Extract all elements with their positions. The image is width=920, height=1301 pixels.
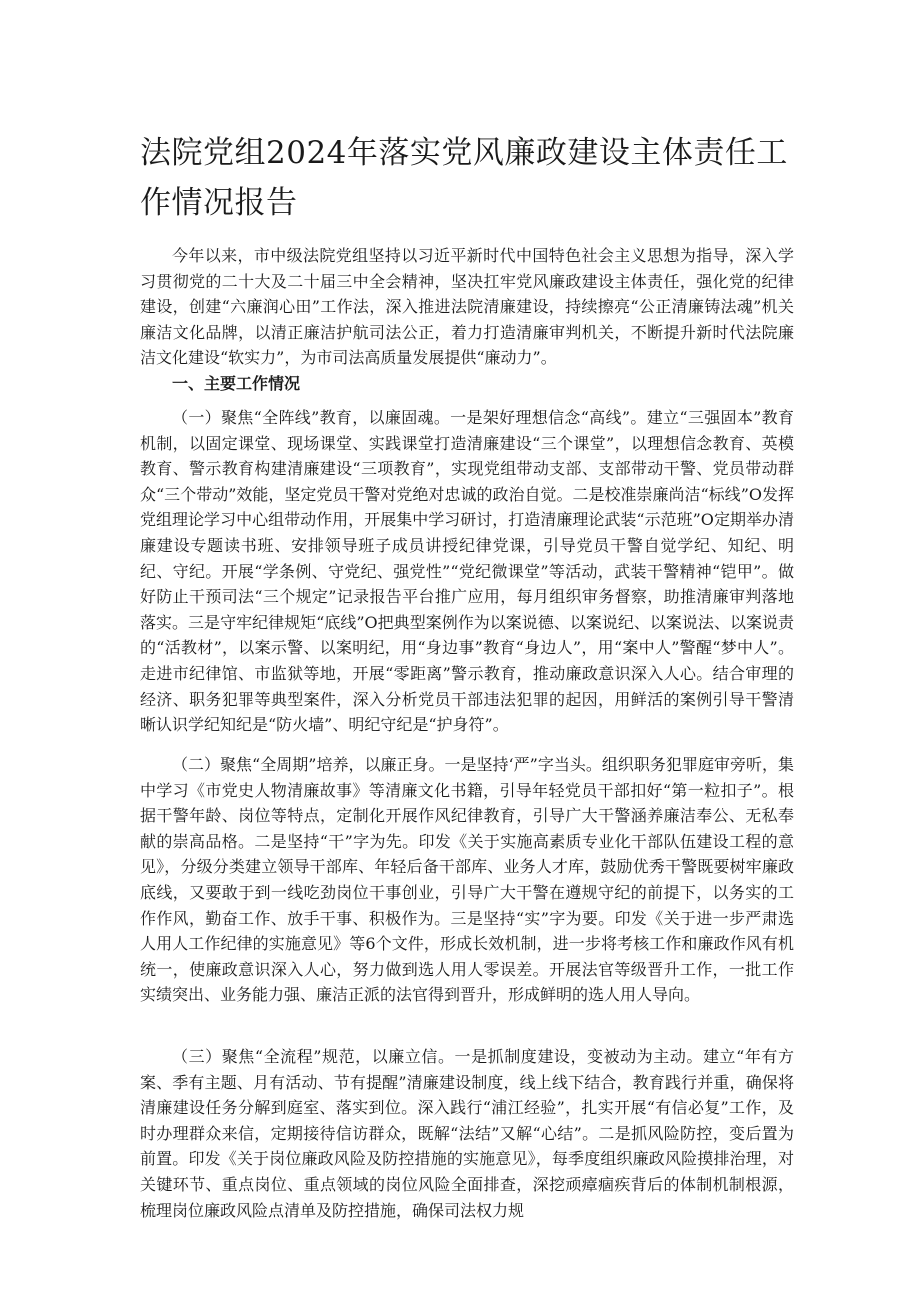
paragraph-section-2: （二）聚焦“全周期”培养，以廉正身。一是坚持‘严”字当头。组织职务犯罪庭审旁听，集中学习《市党史人物清廉故事》等清廉文化书籍，引导年轻党员干部扣好“第一粒扣子”。根据干警年龄、岗位等特点，定制化开展作风纪律教育，引导广大干警涵养廉洁奉公、无私奉献的崇高品格。二是坚持“干”字为先。印发《关于实施高素质专业化干部队伍建设工程的意见》，分级分类建立领导干部库、年轻后备干部库、业务人才库，鼓励优秀干警既要树牢廉政底线，又要敢于到一线吃劲岗位干事创业，引导广大干警在遵规守纪的前提下，以务实的工作作风，勤奋工作、放手干事、积极作为。三是坚持“实”字为要。印发《关于进一步严肃选人用人工作纪律的实施意见》等6个文件，形成长效机制，进一步将考核工作和廉政作风有机统一，使廉政意识深入人心，努力做到选人用人零误差。开展法官等级晋升工作，一批工作实绩突出、业务能力强、廉洁正派的法官得到晋升，形成鲜明的选人用人导向。 <box>140 755 794 1005</box>
document-title: 法院党组2024年落实党风廉政建设主体责任工作情况报告 <box>140 135 788 221</box>
section-heading: 一、主要工作情况 <box>172 374 301 393</box>
paragraph-section-1: （一）聚焦“全阵线”教育，以廉固魂。一是架好理想信念“高线”。建立“三强固本”教育机制，以固定课堂、现场课堂、实践课堂打造清廉建设“三个课堂”，以理想信念教育、英模教育、警示教育构建清廉建设“三项教育”，实现党组带动支部、支部带动干警、党员带动群众“三个带动”效能，坚定党员干警对党绝对忠诚的政治自觉。二是校准崇廉尚洁“标线”O发挥党组理论学习中心组带动作用，开展集中学习研讨，打造清廉理论武装“示范班”O定期举办清廉建设专题读书班、安排领导班子成员讲授纪律党课，引导党员干警自觉学纪、知纪、明纪、守纪。开展“学条例、守党纪、强党性”“党纪微课堂”等活动，武装干警精神“铠甲”。做好防止干预司法“三个规定”记录报告平台推广应用，每月组织审务督察，助推清廉审判落地落实。三是守牢纪律规矩“底线”O把典型案例作为以案说德、以案说纪、以案说法、以案说责的“活教材”，以案示警、以案明纪，用“身边事”教育“身边人”，用“案中人”警醒“梦中人”。走进市纪律馆、市监狱等地，开展“零距离”警示教育，推动廉政意识深入人心。结合审理的经济、职务犯罪等典型案件，深入分析党员干部违法犯罪的起因，用鲜活的案例引导干警清晰认识学纪知纪是“防火墙”、明纪守纪是“护身符”。 <box>140 408 794 735</box>
paragraph-section-3: （三）聚焦“全流程”规范，以廉立信。一是抓制度建设，变被动为主动。建立“年有方案、季有主题、月有活动、节有提醒”清廉建设制度，线上线下结合，教育践行并重，确保将清廉建设任务分解到庭室、落实到位。深入践行“浦江经验”，扎实开展“有信必复”工作，及时办理群众来信，定期接待信访群众，既解“法结”又解“心结”。二是抓风险防控，变后置为前置。印发《关于岗位廉政风险及防控措施的实施意见》，每季度组织廉政风险摸排治理，对关键环节、重点岗位、重点领域的岗位风险全面排查，深挖顽瘴痼疾背后的体制机制根源，梳理岗位廉政风险点清单及防控措施，确保司法权力规 <box>140 1047 794 1220</box>
intro-paragraph: 今年以来，市中级法院党组坚持以习近平新时代中国特色社会主义思想为指导，深入学习贯彻党的二十大及二十届三中全会精神，坚决扛牢党风廉政建设主体责任，强化党的纪律建设，创建“六廉润心田”工作法，深入推进法院清廉建设，持续擦亮“公正清廉铸法魂”机关廉洁文化品牌，以清正廉洁护航司法公正，着力打造清廉审判机关，不断提升新时代法院廉洁文化建设“软实力”，为市司法高质量发展提供“廉动力”。 <box>140 246 794 368</box>
